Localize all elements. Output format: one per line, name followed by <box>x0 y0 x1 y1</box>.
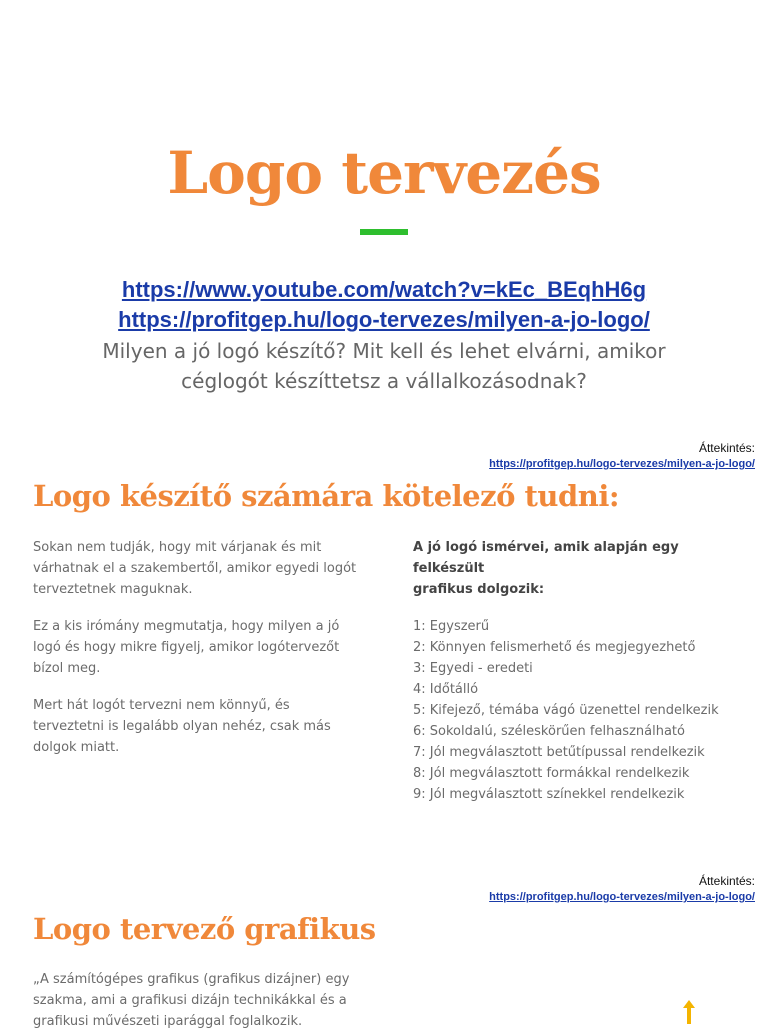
text-line: grafikusi művészeti iparággal foglalkozik. <box>33 1014 303 1029</box>
text-line: Mert hát logót tervezni nem könnyű, és <box>33 698 290 713</box>
overview-block <box>489 873 755 905</box>
text-line: „A számítógépes grafikus (grafikus dizájner) egy <box>33 972 350 987</box>
quote <box>33 969 393 1032</box>
arrow-up-icon <box>683 1000 695 1024</box>
paragraph <box>33 695 368 758</box>
paragraph <box>33 616 368 679</box>
overview-label: Áttekintés: <box>698 441 755 455</box>
list-item: 8: Jól megválasztott formákkal rendelkezik <box>413 766 690 781</box>
profitgep-link[interactable]: https://profitgep.hu/logo-tervezes/milyen-a-jo-logo/ <box>118 307 650 332</box>
title-divider <box>360 229 408 235</box>
subtitle-line: Milyen a jó logó készítő? Mit kell és lehet elvárni, amikor <box>102 339 666 363</box>
subtitle <box>40 336 728 396</box>
list-item: 5: Kifejező, témába vágó üzenettel rendelkezik <box>413 703 719 718</box>
text-line: szakma, ami a grafikusi dizájn technikákkal és a <box>33 993 347 1008</box>
list-item: 2: Könnyen felismerhető és megjegyezhető <box>413 640 696 655</box>
overview-link[interactable]: https://profitgep.hu/logo-tervezes/milyen-a-jo-logo/ <box>489 458 755 470</box>
left-column <box>33 537 368 758</box>
section-heading: Logo tervező grafikus <box>33 912 376 946</box>
list-item: 3: Egyedi - eredeti <box>413 661 533 676</box>
paragraph <box>33 537 368 600</box>
text-line: A jó logó ismérvei, amik alapján egy felkészült <box>413 540 679 576</box>
overview-link[interactable]: https://profitgep.hu/logo-tervezes/milyen-a-jo-logo/ <box>489 891 755 903</box>
text-line: terveztetnek maguknak. <box>33 582 193 597</box>
list-item: 9: Jól megválasztott színekkel rendelkezik <box>413 787 685 802</box>
text-line: várhatnak el a szakembertől, amikor egyedi logót <box>33 561 357 576</box>
list-item: 1: Egyszerű <box>413 619 490 634</box>
subtitle-line: céglogót készíttetsz a vállalkozásodnak? <box>181 369 587 393</box>
youtube-link[interactable]: https://www.youtube.com/watch?v=kEc_BEqhH6g <box>121 277 647 302</box>
list-item: 4: Időtálló <box>413 682 479 697</box>
overview-label: Áttekintés: <box>698 874 755 888</box>
criteria-list <box>413 616 743 805</box>
text-line: grafikus dolgozik: <box>413 582 545 597</box>
text-line: dolgok miatt. <box>33 740 120 755</box>
overview-block <box>489 440 755 472</box>
list-item: 6: Sokoldalú, széleskörűen felhasználható <box>413 724 685 739</box>
text-line: Ez a kis irómány megmutatja, hogy milyen a jó <box>33 619 340 634</box>
text-line: Sokan nem tudják, hogy mit várjanak és mit <box>33 540 322 555</box>
page-title: Logo tervezés <box>167 139 601 207</box>
section-heading: Logo készítő számára kötelező tudni: <box>33 479 620 513</box>
text-line: terveztetni is legalább olyan nehéz, csak más <box>33 719 331 734</box>
quote-block <box>33 969 393 1032</box>
text-line: logó és hogy mikre figyelj, amikor logótervezőt <box>33 640 340 655</box>
criteria-intro <box>413 537 743 600</box>
text-line: bízol meg. <box>33 661 101 676</box>
right-column <box>413 537 743 805</box>
list-item: 7: Jól megválasztott betűtípussal rendelkezik <box>413 745 705 760</box>
